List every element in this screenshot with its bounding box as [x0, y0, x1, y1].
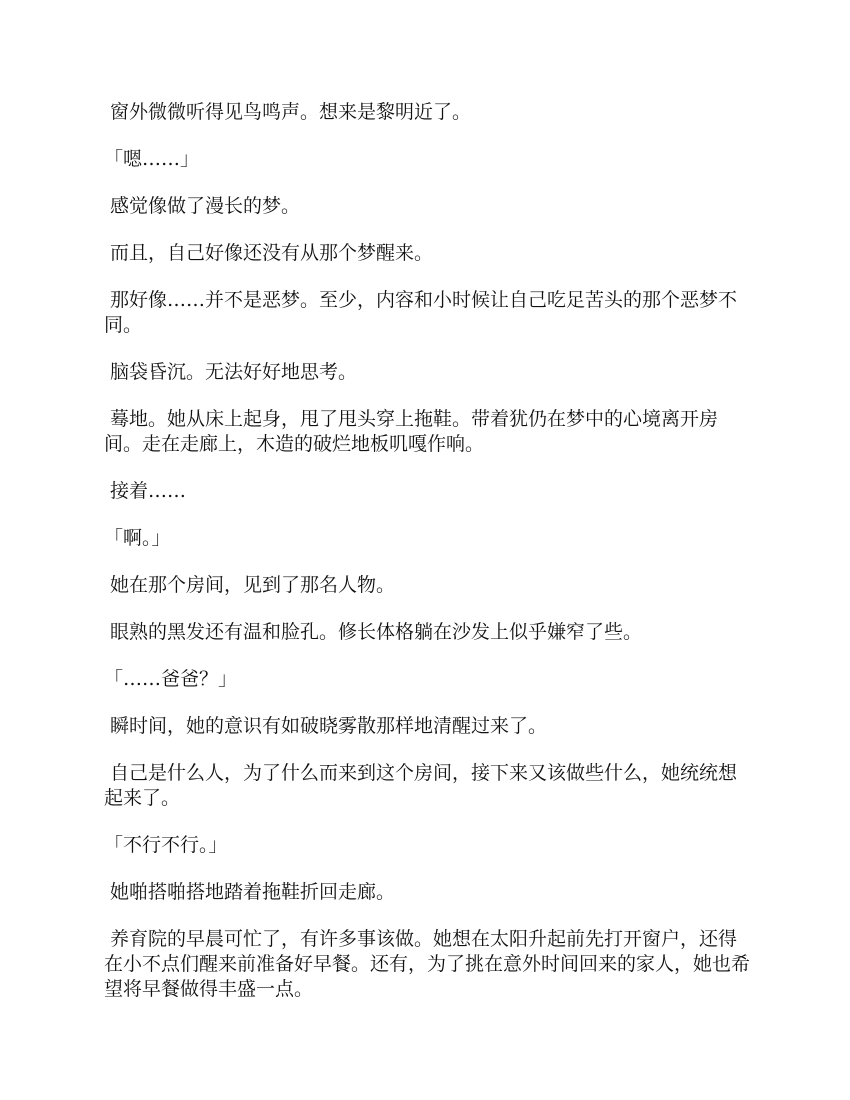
- body-text: [104, 100, 752, 1024]
- paragraph: 她在那个房间，见到了那名人物。: [104, 574, 396, 596]
- dialogue-line: 「不行不行。」: [104, 834, 228, 856]
- paragraph: 眼熟的黑发还有温和脸孔。修长体格躺在沙发上似乎嫌窄了些。: [104, 621, 643, 643]
- paragraph: 而且，自己好像还没有从那个梦醒来。: [104, 242, 434, 264]
- paragraph: 感觉像做了漫长的梦。: [104, 195, 301, 217]
- paragraph: 窗外微微听得见鸟鸣声。想来是黎明近了。: [104, 101, 472, 123]
- paragraph: 脑袋昏沉。无法好好地思考。: [104, 361, 358, 383]
- paragraph: 那好像……并不是恶梦。至少，内容和小时候让自己吃足苦头的那个恶梦不同。: [104, 289, 738, 336]
- paragraph: 养育院的早晨可忙了，有许多事该做。她想在太阳升起前先打开窗户，还得在小不点们醒来前准备好早餐。还有，为了挑在意外时间回来的家人，她也希望将早餐做得丰盛一点。: [104, 928, 751, 1000]
- paragraph: 自己是什么人，为了什么而来到这个房间，接下来又该做些什么，她统统想起来了。: [104, 762, 738, 809]
- paragraph: 瞬时间，她的意识有如破晓雾散那样地清醒过来了。: [104, 715, 548, 737]
- paragraph: 接着……: [104, 480, 187, 502]
- paragraph: 她啪搭啪搭地踏着拖鞋折回走廊。: [104, 881, 396, 903]
- dialogue-line: 「嗯……」: [104, 148, 200, 170]
- dialogue-line: 「……爸爸？」: [104, 668, 238, 690]
- dialogue-line: 「啊。」: [104, 527, 171, 549]
- paragraph: 蓦地。她从床上起身，甩了甩头穿上拖鞋。带着犹仍在梦中的心境离开房间。走在走廊上，木造的破烂地板叽嘎作响。: [104, 408, 719, 455]
